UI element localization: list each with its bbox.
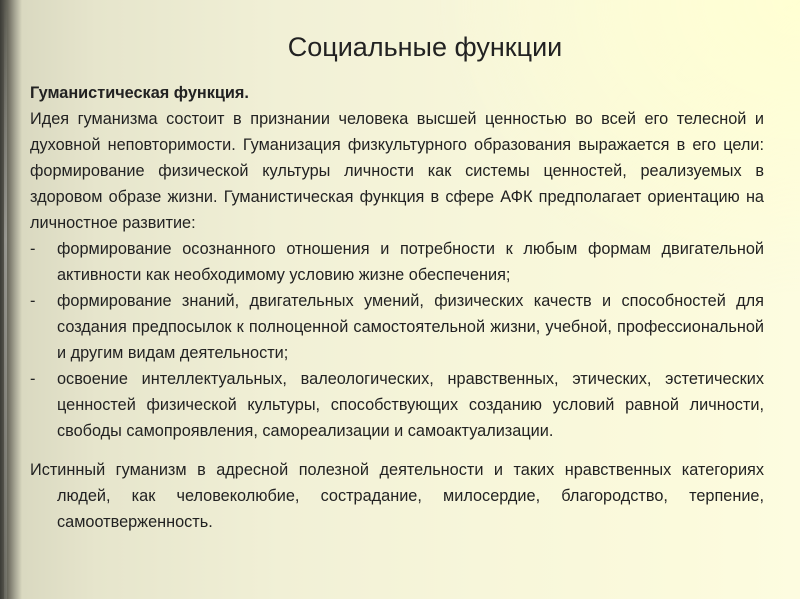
bullet-dash: -	[30, 370, 36, 388]
bullet-item	[30, 288, 764, 366]
intro-text: Идея гуманизма состоит в признании человека высшей ценностью во всей его телесной и духовной неповторимости. Гуманизация физкультурного образования выражается в его цели: формирование физической культуры личности как системы ценностей, реализуемых в здоровом образе жизни. Гуманистическая функция в сфере АФК предполагает ориентацию на личностное развитие:	[30, 110, 764, 232]
slide-title: Социальные функции	[287, 32, 563, 62]
slide-left-edge-highlight	[4, 0, 7, 599]
closing-paragraph: Истинный гуманизм в адресной полезной деятельности и таких нравственных категориях людей, как человеколюбие, сострадание, милосердие, благородство, терпение, самоотверженность.	[30, 461, 764, 531]
slide-content	[30, 80, 764, 535]
bullet-dash: -	[30, 292, 36, 310]
intro-paragraph	[30, 106, 764, 236]
bullet-item	[30, 236, 764, 288]
bullet-item	[30, 366, 764, 444]
bullet-dash: -	[30, 240, 36, 258]
section-heading: Гуманистическая функция.	[30, 84, 249, 102]
bullet-text: формирование знаний, двигательных умений, физических качеств и способностей для создания предпосылок к полноценной самостоятельной жизни, учебной, профессиональной и другим видам деятельности;	[57, 292, 764, 362]
bullet-text: освоение интеллектуальных, валеологических, нравственных, этических, эстетических ценностей физической культуры, способствующих созданию условий равной личности, свободы самопроявления, самореализации и самоактуализации.	[57, 370, 764, 440]
bullet-text: формирование осознанного отношения и потребности к любым формам двигательной активности как необходимому условию жизне обеспечения;	[57, 240, 764, 284]
